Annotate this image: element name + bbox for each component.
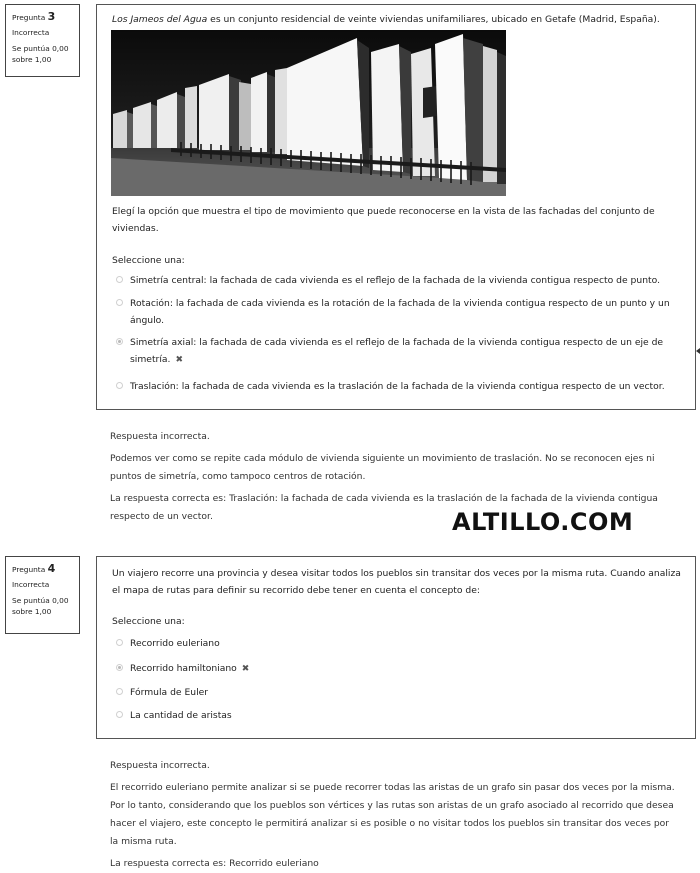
option-label: Rotación: la fachada de cada vivienda es la rotación de la fachada de la vivienda contigua respecto de un punto y un ángulo. <box>130 298 670 326</box>
question-number: Pregunta 4 <box>12 562 56 575</box>
question-state: Incorrecta <box>12 28 50 37</box>
cross-icon: ✖ <box>175 355 183 365</box>
feedback-title: Respuesta incorrecta. <box>110 760 210 771</box>
answer-option-c[interactable] <box>116 684 675 701</box>
feedback-4 <box>110 757 680 873</box>
option-label: Simetría central: la fachada de cada vivienda es el reflejo de la fachada de la vivienda contigua respecto de punto. <box>130 275 660 286</box>
watermark: ALTILLO.COM <box>452 508 634 536</box>
option-label: Simetría axial: la fachada de cada vivienda es el reflejo de la fachada de la vivienda contigua respecto de un eje de simetría. <box>130 337 664 365</box>
option-label: La cantidad de aristas <box>130 710 232 721</box>
answer-option-d[interactable] <box>116 707 675 724</box>
question-number: Pregunta 3 <box>12 10 56 23</box>
answer-option-a[interactable] <box>116 635 675 652</box>
radio-button[interactable] <box>116 711 123 718</box>
question-prompt: Elegí la opción que muestra el tipo de movimiento que puede reconocerse en la vista de las fachadas del conjunto de viviendas. <box>112 206 655 234</box>
answer-option-b[interactable] <box>116 660 675 678</box>
building-photo <box>111 30 506 196</box>
option-label: Recorrido euleriano <box>130 638 220 649</box>
option-label: Fórmula de Euler <box>130 687 209 698</box>
feedback-text: Podemos ver como se repite cada módulo de vivienda siguiente un movimiento de traslación. No se reconocen ejes ni puntos de simetría, como tampoco centros de rotación. <box>110 453 655 482</box>
question-info-4 <box>5 556 80 634</box>
question-grade: Se puntúa 0,00 sobre 1,00 <box>12 44 69 64</box>
radio-button-selected[interactable] <box>116 338 123 345</box>
question-info-3 <box>5 4 80 77</box>
cross-icon: ✖ <box>241 664 250 674</box>
answer-option-d[interactable] <box>116 378 675 395</box>
radio-button[interactable] <box>116 639 123 646</box>
radio-button[interactable] <box>116 276 123 283</box>
radio-button[interactable] <box>116 688 123 695</box>
radio-button-selected[interactable] <box>116 664 123 671</box>
question-box-4 <box>96 556 696 739</box>
option-label: Traslación: la fachada de cada vivienda es la traslación de la fachada de la vivienda contigua respecto de un vector. <box>130 381 665 392</box>
radio-button[interactable] <box>116 382 123 389</box>
answer-option-a[interactable] <box>116 272 675 289</box>
answer-option-c[interactable] <box>116 334 675 369</box>
correct-answer: La respuesta correcta es: Traslación: la fachada de cada vivienda es la traslación de la fachada de la vivienda contigua respecto de un vector. <box>110 493 658 522</box>
answer-option-b[interactable] <box>116 295 675 329</box>
option-label: Recorrido hamiltoniano <box>130 663 237 674</box>
question-grade: Se puntúa 0,00 sobre 1,00 <box>12 596 69 616</box>
question-text: Los Jameos del Agua es un conjunto residencial de veinte viviendas unifamiliares, ubicado en Getafe (Madrid, España). <box>112 14 660 25</box>
select-label: Seleccione una: <box>112 255 185 266</box>
feedback-text: El recorrido euleriano permite analizar si se puede recorrer todas las aristas de un grafo sin pasar dos veces por la misma. Por lo tanto, considerando que los pueblos son vértices y las rutas son aristas de un grafo asociado al recorrido que desea hacer el viajero, este concepto le permitirá analizar si es posible o no visitar todos los pueblos sin transitar dos veces por la misma ruta. <box>110 782 675 847</box>
question-box-3 <box>96 4 696 410</box>
correct-answer: La respuesta correcta es: Recorrido euleriano <box>110 858 319 869</box>
question-state: Incorrecta <box>12 580 50 589</box>
scroll-arrow-icon[interactable] <box>696 348 700 354</box>
question-text: Un viajero recorre una provincia y desea visitar todos los pueblos sin transitar dos veces por la misma ruta. Cuando analiza el mapa de rutas para definir su recorrido debe tener en cuenta el concepto de: <box>112 568 681 596</box>
radio-button[interactable] <box>116 299 123 306</box>
feedback-title: Respuesta incorrecta. <box>110 431 210 442</box>
select-label: Seleccione una: <box>112 616 185 627</box>
